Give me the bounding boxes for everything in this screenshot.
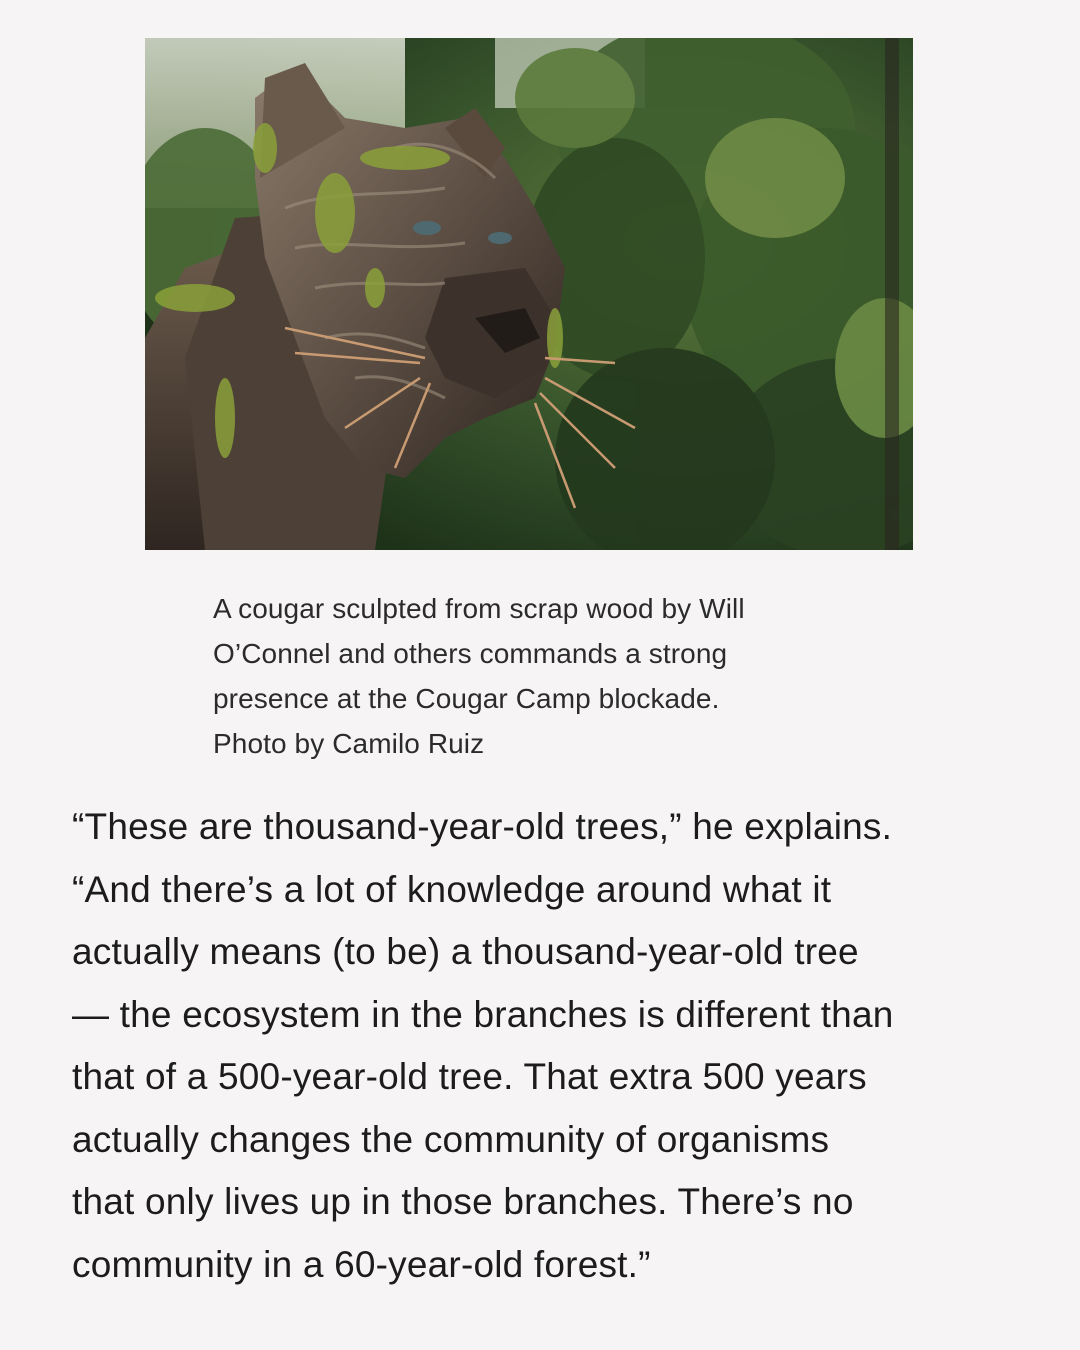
cougar-sculpture-image	[145, 38, 913, 550]
quote-line: “And there’s a lot of knowledge around what it	[72, 868, 832, 910]
quote-line: that only lives up in those branches. There’s no	[72, 1181, 854, 1222]
quote-line: actually changes the community of organisms	[72, 1118, 830, 1160]
caption-line: O’Connel and others commands a strong	[213, 638, 728, 669]
quote-line: community in a 60-year-old forest.”	[72, 1243, 651, 1285]
quote-paragraph	[72, 796, 1012, 1296]
photo-caption	[213, 586, 853, 766]
quote-line: that of a 500-year-old tree. That extra 500 years	[72, 1056, 867, 1097]
caption-line: Photo by Camilo Ruiz	[213, 728, 485, 759]
quote-line: actually means (to be) a thousand-year-old tree	[72, 931, 859, 972]
quote-line: “These are thousand-year-old trees,” he explains.	[72, 806, 893, 847]
caption-line: A cougar sculpted from scrap wood by Will	[213, 593, 745, 624]
caption-line: presence at the Cougar Camp blockade.	[213, 683, 720, 714]
quote-line: — the ecosystem in the branches is different than	[72, 993, 894, 1035]
article-photo	[145, 38, 913, 550]
